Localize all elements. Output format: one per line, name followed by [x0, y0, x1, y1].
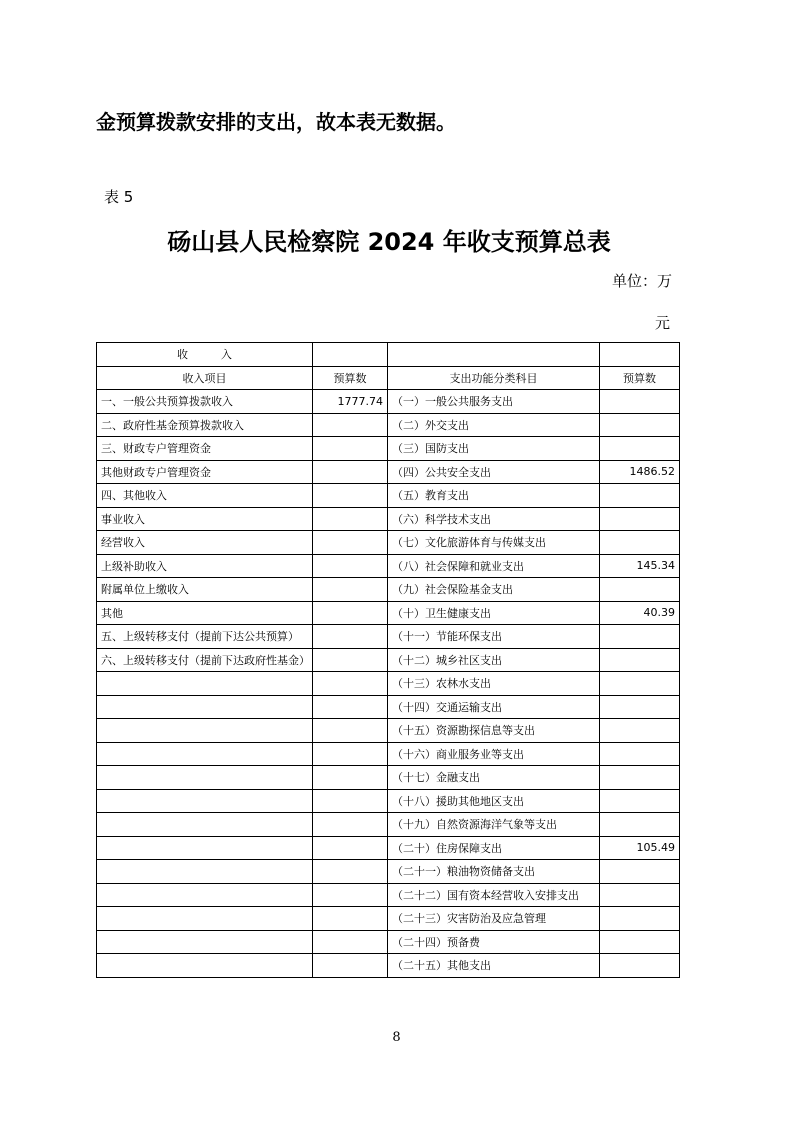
table-row [97, 883, 680, 907]
page-title: 砀山县人民检察院 2024 年收支预算总表 [167, 228, 611, 256]
expense-item-cell: （十三）农林水支出 [388, 672, 600, 696]
income-amount-cell [313, 719, 388, 743]
table-row [97, 954, 680, 978]
table-row [97, 625, 680, 649]
expense-amount-cell [600, 672, 680, 696]
income-item-cell [97, 766, 313, 790]
table-row [97, 836, 680, 860]
expense-amount-cell [600, 860, 680, 884]
income-item-cell: 二、政府性基金预算拨款收入 [97, 413, 313, 437]
income-item-cell [97, 954, 313, 978]
table-row [97, 742, 680, 766]
income-amount-cell [313, 507, 388, 531]
income-item-cell [97, 789, 313, 813]
table-row [97, 648, 680, 672]
income-item-cell [97, 930, 313, 954]
expense-amount-cell [600, 742, 680, 766]
expense-amount-cell [600, 766, 680, 790]
table-row [97, 413, 680, 437]
empty-header-cell [388, 343, 600, 367]
expense-item-cell: （十六）商业服务业等支出 [388, 742, 600, 766]
income-item-cell [97, 742, 313, 766]
income-amount-cell [313, 860, 388, 884]
income-item-cell [97, 836, 313, 860]
expense-amount-cell [600, 648, 680, 672]
expense-item-cell: （十四）交通运输支出 [388, 695, 600, 719]
expense-amount-cell [600, 413, 680, 437]
table-row [97, 390, 680, 414]
table-row [97, 695, 680, 719]
table-row [97, 813, 680, 837]
income-amount-cell [313, 766, 388, 790]
expense-amount-cell: 105.49 [600, 836, 680, 860]
income-amount-cell [313, 954, 388, 978]
income-amount-cell [313, 437, 388, 461]
expense-amount-cell [600, 390, 680, 414]
expense-item-cell: （四）公共安全支出 [388, 460, 600, 484]
expense-item-cell: （二十五）其他支出 [388, 954, 600, 978]
income-item-cell: 其他财政专户管理资金 [97, 460, 313, 484]
expense-amount-cell [600, 789, 680, 813]
income-amount-cell [313, 742, 388, 766]
income-amount-cell [313, 554, 388, 578]
income-amount-cell [313, 930, 388, 954]
income-amount-cell [313, 907, 388, 931]
expense-amount-cell [600, 578, 680, 602]
expense-amount-cell [600, 719, 680, 743]
expense-amount-cell [600, 484, 680, 508]
income-amount-cell [313, 813, 388, 837]
expense-amount-cell [600, 883, 680, 907]
expense-amount-cell [600, 930, 680, 954]
table-row [97, 531, 680, 555]
table-row [97, 719, 680, 743]
expense-item-cell: （七）文化旅游体育与传媒支出 [388, 531, 600, 555]
income-amount-cell [313, 413, 388, 437]
unit-label-line2: 元 [655, 314, 671, 332]
table-header-row [97, 366, 680, 390]
table-row [97, 460, 680, 484]
income-amount-cell [313, 836, 388, 860]
income-amount-cell [313, 883, 388, 907]
income-item-cell: 事业收入 [97, 507, 313, 531]
expense-item-cell: （二）外交支出 [388, 413, 600, 437]
empty-header-cell [600, 343, 680, 367]
income-item-header: 收入项目 [97, 366, 313, 390]
expense-item-cell: （二十四）预备费 [388, 930, 600, 954]
page-number: 8 [392, 1030, 401, 1045]
expense-amount-cell [600, 954, 680, 978]
expense-item-cell: （五）教育支出 [388, 484, 600, 508]
expense-amount-cell [600, 813, 680, 837]
expense-item-cell: （十一）节能环保支出 [388, 625, 600, 649]
income-item-cell: 附属单位上缴收入 [97, 578, 313, 602]
budget-summary-table [96, 342, 680, 978]
income-amount-cell [313, 648, 388, 672]
expense-amount-cell [600, 625, 680, 649]
expense-item-cell: （八）社会保障和就业支出 [388, 554, 600, 578]
table-label: 表 5 [104, 188, 134, 206]
income-item-cell: 六、上级转移支付（提前下达政府性基金） [97, 648, 313, 672]
income-amount-cell [313, 672, 388, 696]
expense-amount-cell: 1486.52 [600, 460, 680, 484]
expense-amount-cell: 145.34 [600, 554, 680, 578]
expense-item-header: 支出功能分类科目 [388, 366, 600, 390]
expense-item-cell: （十）卫生健康支出 [388, 601, 600, 625]
table-row [97, 766, 680, 790]
income-item-cell: 五、上级转移支付（提前下达公共预算） [97, 625, 313, 649]
expense-item-cell: （九）社会保险基金支出 [388, 578, 600, 602]
expense-amount-cell [600, 907, 680, 931]
income-amount-cell [313, 601, 388, 625]
income-amount-header: 预算数 [313, 366, 388, 390]
expense-item-cell: （一）一般公共服务支出 [388, 390, 600, 414]
income-amount-cell [313, 484, 388, 508]
expense-amount-header: 预算数 [600, 366, 680, 390]
income-item-cell [97, 813, 313, 837]
expense-item-cell: （二十三）灾害防治及应急管理 [388, 907, 600, 931]
table-row [97, 507, 680, 531]
income-item-cell [97, 719, 313, 743]
table-row [97, 554, 680, 578]
expense-item-cell: （十七）金融支出 [388, 766, 600, 790]
income-item-cell: 一、一般公共预算拨款收入 [97, 390, 313, 414]
table-row [97, 437, 680, 461]
expense-amount-cell [600, 437, 680, 461]
income-item-cell: 三、财政专户管理资金 [97, 437, 313, 461]
table-row [97, 484, 680, 508]
income-item-cell [97, 672, 313, 696]
unit-label-line1: 单位：万 [612, 272, 673, 290]
expense-amount-cell: 40.39 [600, 601, 680, 625]
income-group-header: 收 入 [97, 343, 313, 367]
income-amount-cell [313, 789, 388, 813]
income-item-cell: 经营收入 [97, 531, 313, 555]
expense-amount-cell [600, 695, 680, 719]
expense-item-cell: （二十一）粮油物资储备支出 [388, 860, 600, 884]
income-item-cell [97, 883, 313, 907]
table-row [97, 578, 680, 602]
expense-item-cell: （六）科学技术支出 [388, 507, 600, 531]
expense-item-cell: （十二）城乡社区支出 [388, 648, 600, 672]
table-row [97, 930, 680, 954]
expense-item-cell: （十九）自然资源海洋气象等支出 [388, 813, 600, 837]
income-item-cell: 四、其他收入 [97, 484, 313, 508]
income-item-cell [97, 860, 313, 884]
table-row [97, 601, 680, 625]
intro-paragraph: 金预算拨款安排的支出，故本表无数据。 [96, 110, 456, 134]
expense-amount-cell [600, 531, 680, 555]
income-item-cell: 上级补助收入 [97, 554, 313, 578]
expense-item-cell: （二十）住房保障支出 [388, 836, 600, 860]
expense-item-cell: （十五）资源勘探信息等支出 [388, 719, 600, 743]
income-item-cell [97, 907, 313, 931]
income-amount-cell [313, 578, 388, 602]
income-amount-cell [313, 460, 388, 484]
table-row [97, 672, 680, 696]
income-amount-cell [313, 695, 388, 719]
expense-item-cell: （三）国防支出 [388, 437, 600, 461]
table-header-row-top [97, 343, 680, 367]
table-row [97, 789, 680, 813]
income-item-cell: 其他 [97, 601, 313, 625]
expense-item-cell: （二十二）国有资本经营收入安排支出 [388, 883, 600, 907]
empty-header-cell [313, 343, 388, 367]
income-item-cell [97, 695, 313, 719]
income-amount-cell [313, 625, 388, 649]
expense-amount-cell [600, 507, 680, 531]
table-row [97, 907, 680, 931]
income-amount-cell [313, 531, 388, 555]
income-amount-cell: 1777.74 [313, 390, 388, 414]
table-row [97, 860, 680, 884]
expense-item-cell: （十八）援助其他地区支出 [388, 789, 600, 813]
